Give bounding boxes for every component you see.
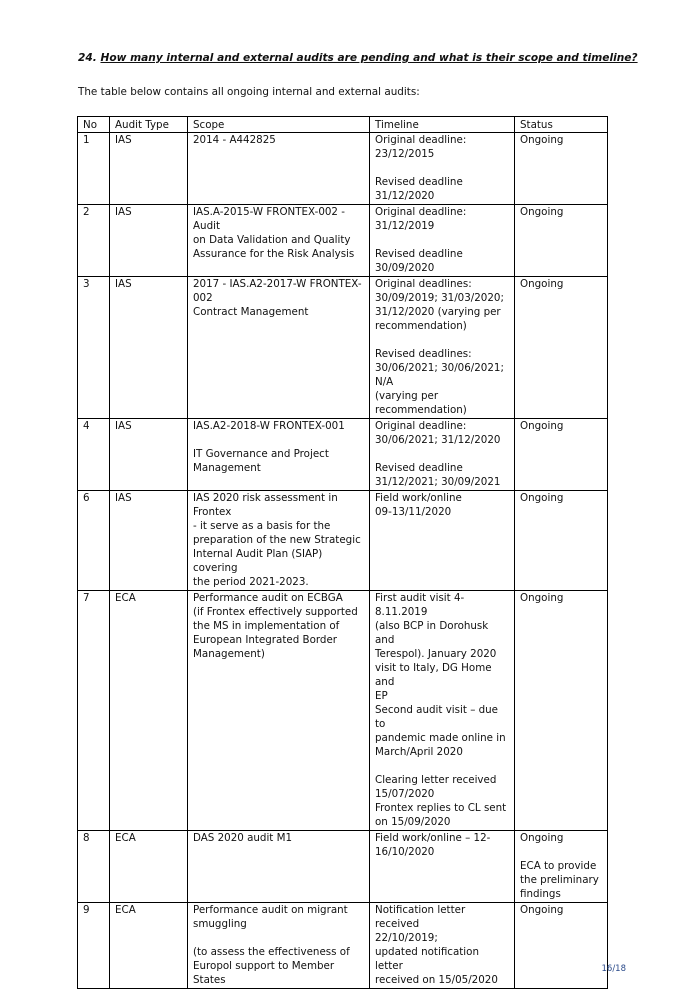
cell-line: Field work/online	[375, 492, 462, 504]
page-number: 16/18	[601, 964, 626, 974]
cell-audit-type: IAS	[110, 133, 188, 205]
cell-audit-type: IAS	[110, 277, 188, 419]
cell-line: 22/10/2019;	[375, 932, 438, 944]
cell-line: Ongoing	[520, 420, 564, 432]
cell-status	[515, 591, 608, 831]
cell-line: Notification letter received	[375, 904, 466, 930]
cell-audit-type: IAS	[110, 491, 188, 591]
header-timeline: Timeline	[370, 117, 515, 133]
cell-line: Original deadline:	[375, 206, 467, 218]
question-heading	[78, 52, 638, 64]
cell-line: - it serve as a basis for the	[193, 520, 331, 532]
cell-line: (if Frontex effectively supported	[193, 606, 358, 618]
cell-scope	[188, 205, 370, 277]
cell-no: 4	[78, 419, 110, 491]
cell-scope	[188, 591, 370, 831]
cell-status	[515, 903, 608, 989]
cell-line: 23/12/2015	[375, 148, 435, 160]
cell-line: findings	[520, 888, 561, 900]
cell-line: Europol support to Member States	[193, 960, 335, 986]
cell-line: Second audit visit – due to	[375, 704, 499, 730]
cell-scope	[188, 831, 370, 903]
cell-line: Internal Audit Plan (SIAP) covering	[193, 548, 323, 574]
cell-line: recommendation)	[375, 404, 467, 416]
cell-line: Contract Management	[193, 306, 309, 318]
cell-audit-type: ECA	[110, 831, 188, 903]
cell-line: 15/07/2020	[375, 788, 435, 800]
cell-line: recommendation)	[375, 320, 467, 332]
blank-line	[520, 845, 603, 859]
cell-line: Performance audit on migrant	[193, 904, 348, 916]
cell-line: Management	[193, 462, 261, 474]
cell-line: received on 15/05/2020	[375, 974, 498, 986]
cell-line: preparation of the new Strategic	[193, 534, 361, 546]
cell-scope	[188, 133, 370, 205]
cell-timeline	[370, 831, 515, 903]
cell-timeline	[370, 419, 515, 491]
cell-line: 2017 - IAS.A2-2017-W FRONTEX-002	[193, 278, 362, 304]
cell-line: 16/10/2020	[375, 846, 435, 858]
intro-paragraph: The table below contains all ongoing internal and external audits:	[78, 86, 420, 98]
cell-line: 31/12/2020 (varying per	[375, 306, 501, 318]
cell-line: Original deadlines:	[375, 278, 472, 290]
cell-line: 31/12/2021; 30/09/2021	[375, 476, 501, 488]
cell-line: on Data Validation and Quality	[193, 234, 351, 246]
cell-status	[515, 277, 608, 419]
cell-audit-type: ECA	[110, 903, 188, 989]
cell-audit-type: ECA	[110, 591, 188, 831]
cell-no: 2	[78, 205, 110, 277]
cell-line: Management)	[193, 648, 265, 660]
cell-line: EP	[375, 690, 388, 702]
cell-line: 30/06/2021; 30/06/2021;	[375, 362, 504, 374]
cell-timeline	[370, 903, 515, 989]
cell-line: March/April 2020	[375, 746, 463, 758]
cell-line: 30/09/2019; 31/03/2020;	[375, 292, 504, 304]
cell-line: 31/12/2019	[375, 220, 435, 232]
cell-line: 2014 - A442825	[193, 134, 276, 146]
table-row	[78, 205, 608, 277]
cell-scope	[188, 903, 370, 989]
question-text: How many internal and external audits are pending and what is their scope and timeline?	[100, 52, 638, 64]
question-number: 24.	[78, 52, 97, 64]
cell-line: (varying per	[375, 390, 439, 402]
table-row	[78, 133, 608, 205]
blank-line	[375, 759, 510, 773]
cell-line: Ongoing	[520, 904, 564, 916]
cell-line: pandemic made online in	[375, 732, 506, 744]
cell-status	[515, 831, 608, 903]
cell-audit-type: IAS	[110, 205, 188, 277]
cell-line: the MS in implementation of	[193, 620, 340, 632]
cell-timeline	[370, 491, 515, 591]
cell-line: visit to Italy, DG Home and	[375, 662, 492, 688]
header-scope: Scope	[188, 117, 370, 133]
cell-line: smuggling	[193, 918, 247, 930]
table-row	[78, 491, 608, 591]
cell-line: Ongoing	[520, 206, 564, 218]
cell-line: ECA to provide	[520, 860, 597, 872]
cell-scope	[188, 419, 370, 491]
cell-line: European Integrated Border	[193, 634, 338, 646]
blank-line	[375, 333, 510, 347]
cell-line: Revised deadlines:	[375, 348, 472, 360]
blank-line	[375, 161, 510, 175]
cell-no: 6	[78, 491, 110, 591]
cell-line: Ongoing	[520, 832, 564, 844]
cell-line: 09-13/11/2020	[375, 506, 452, 518]
table-row	[78, 277, 608, 419]
cell-line: IAS.A2-2018-W FRONTEX-001	[193, 420, 345, 432]
cell-line: 31/12/2020	[375, 190, 435, 202]
cell-no: 8	[78, 831, 110, 903]
cell-status	[515, 419, 608, 491]
table-row	[78, 831, 608, 903]
cell-line: IAS.A-2015-W FRONTEX-002 - Audit	[193, 206, 345, 232]
cell-line: (to assess the effectiveness of	[193, 946, 350, 958]
audits-table	[77, 116, 608, 989]
cell-timeline	[370, 205, 515, 277]
cell-line: Revised deadline	[375, 176, 463, 188]
cell-line: Frontex replies to CL sent	[375, 802, 507, 814]
cell-no: 3	[78, 277, 110, 419]
table-header-row	[78, 117, 608, 133]
cell-status	[515, 491, 608, 591]
cell-scope	[188, 491, 370, 591]
cell-line: Ongoing	[520, 278, 564, 290]
cell-audit-type: IAS	[110, 419, 188, 491]
header-no: No	[78, 117, 110, 133]
cell-line: Revised deadline	[375, 462, 463, 474]
table-row	[78, 419, 608, 491]
cell-no: 9	[78, 903, 110, 989]
cell-status	[515, 205, 608, 277]
cell-line: Original deadline:	[375, 134, 467, 146]
cell-no: 7	[78, 591, 110, 831]
cell-no: 1	[78, 133, 110, 205]
cell-scope	[188, 277, 370, 419]
cell-line: 30/06/2021; 31/12/2020	[375, 434, 501, 446]
cell-line: IT Governance and Project	[193, 448, 329, 460]
header-audit-type: Audit Type	[110, 117, 188, 133]
table-row	[78, 591, 608, 831]
cell-timeline	[370, 277, 515, 419]
cell-line: updated notification letter	[375, 946, 479, 972]
blank-line	[375, 233, 510, 247]
cell-status	[515, 133, 608, 205]
blank-line	[193, 931, 365, 945]
cell-line: 30/09/2020	[375, 262, 435, 274]
cell-line: Ongoing	[520, 134, 564, 146]
table-body	[78, 133, 608, 989]
cell-timeline	[370, 133, 515, 205]
cell-line: Performance audit on ECBGA	[193, 592, 343, 604]
cell-line: DAS 2020 audit M1	[193, 832, 293, 844]
blank-line	[375, 447, 510, 461]
cell-line: Clearing letter received	[375, 774, 497, 786]
cell-line: N/A	[375, 376, 394, 388]
cell-line: First audit visit 4-8.11.2019	[375, 592, 465, 618]
cell-timeline	[370, 591, 515, 831]
cell-line: Ongoing	[520, 492, 564, 504]
cell-line: the period 2021-2023.	[193, 576, 309, 588]
blank-line	[193, 433, 365, 447]
table-row	[78, 903, 608, 989]
cell-line: Ongoing	[520, 592, 564, 604]
cell-line: IAS 2020 risk assessment in Frontex	[193, 492, 338, 518]
cell-line: Assurance for the Risk Analysis	[193, 248, 355, 260]
cell-line: on 15/09/2020	[375, 816, 451, 828]
cell-line: Field work/online – 12-	[375, 832, 491, 844]
cell-line: (also BCP in Dorohusk and	[375, 620, 489, 646]
header-status: Status	[515, 117, 608, 133]
cell-line: Revised deadline	[375, 248, 463, 260]
cell-line: the preliminary	[520, 874, 599, 886]
cell-line: Terespol). January 2020	[375, 648, 497, 660]
cell-line: Original deadline:	[375, 420, 467, 432]
